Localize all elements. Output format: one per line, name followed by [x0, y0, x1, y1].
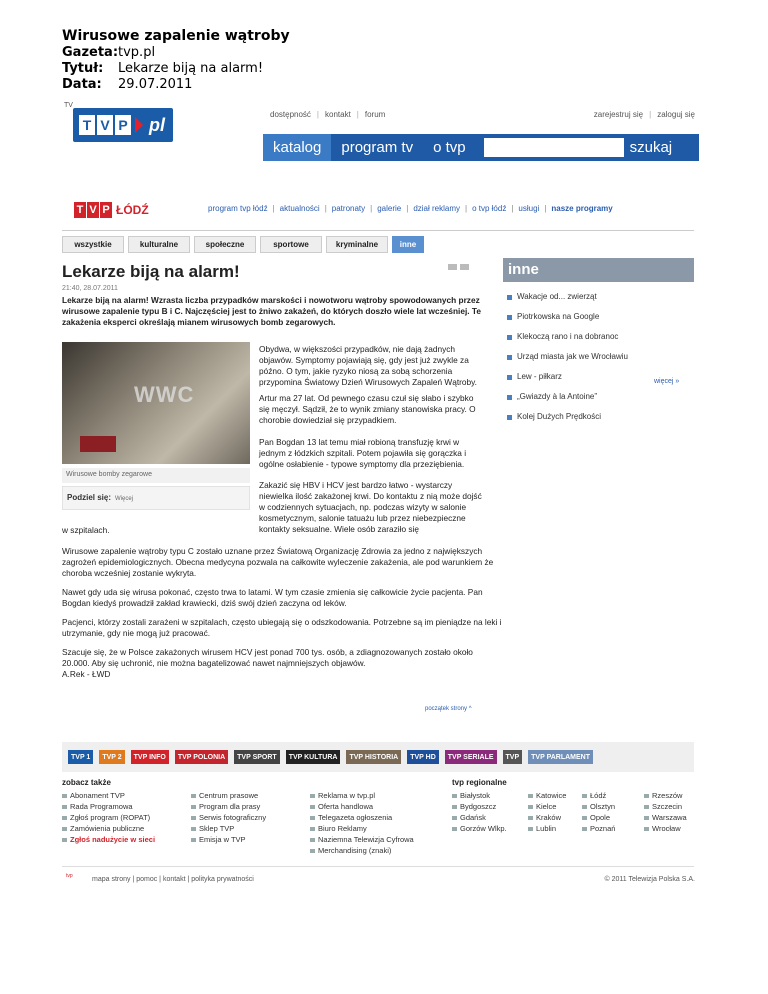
footer-link-label: Katowice — [536, 791, 567, 800]
channel-logo[interactable]: TVP 1 — [68, 750, 93, 764]
bullet-icon — [191, 827, 196, 831]
footer-link[interactable] — [452, 812, 507, 823]
footer-link[interactable] — [452, 801, 507, 812]
regional-separator: | — [465, 204, 468, 213]
regional-separator: | — [370, 204, 373, 213]
footer-regional-col-3 — [582, 790, 615, 834]
footer-link-label: Warszawa — [652, 813, 687, 822]
footer-link-label: Zgłoś program (ROPAT) — [70, 813, 151, 822]
sidebar-item-label: Lew - piłkarz — [517, 372, 562, 381]
sidebar-item[interactable] — [507, 287, 628, 307]
footer-link[interactable] — [310, 801, 414, 812]
footer-link-label: Łódź — [590, 791, 607, 800]
bullet-icon — [528, 794, 533, 798]
channel-logo[interactable]: TVP SPORT — [234, 750, 280, 764]
footer-mini-logo: tvp — [66, 873, 73, 879]
bullet-icon — [582, 816, 587, 820]
channel-logo[interactable]: TVP POLONIA — [175, 750, 228, 764]
footer-link-label: Gdańsk — [460, 813, 486, 822]
print-icon[interactable] — [448, 264, 457, 270]
sidebar-item-label: Kolej Dużych Prędkości — [517, 412, 602, 421]
regional-separator: | — [544, 204, 547, 213]
bullet-icon — [191, 794, 196, 798]
bullet-icon — [507, 395, 512, 400]
article-paragraph: Szacuje się, że w Polsce zakażonych wirusem HCV jest ponad 700 tys. osób, a zdiagnozowanych zostało około 20.000. Aby się uchronić, nie można bagatelizować nawet najmniejszych objawów. — [62, 647, 473, 668]
footer-link[interactable] — [452, 790, 507, 801]
bullet-icon — [191, 805, 196, 809]
nav-o-tvp[interactable]: o tvp — [433, 139, 466, 156]
bullet-icon — [528, 827, 533, 831]
sidebar-item[interactable] — [507, 407, 628, 427]
footer-regional-col-1 — [452, 790, 507, 834]
tab-inne[interactable]: inne — [392, 236, 424, 253]
footer-link[interactable] — [644, 801, 687, 812]
regional-link-uslugi[interactable]: usługi — [518, 204, 540, 213]
sidebar-item[interactable] — [507, 387, 628, 407]
regional-separator: | — [272, 204, 275, 213]
article-photo[interactable] — [62, 342, 250, 464]
channel-strip — [62, 742, 694, 772]
link-forum[interactable]: forum — [364, 110, 386, 119]
logo-letter-p: P — [115, 115, 131, 135]
bullet-icon — [191, 838, 196, 842]
bullet-icon — [507, 315, 512, 320]
lodz-logo-letter-p: P — [100, 202, 112, 218]
main-nav — [263, 134, 699, 161]
meta-key-gazeta: Gazeta: — [62, 45, 119, 60]
logo-letter-t: T — [79, 115, 95, 135]
footer-link[interactable] — [528, 801, 566, 812]
footer-link[interactable] — [644, 790, 687, 801]
footer-links[interactable]: mapa strony | pomoc | kontakt | polityka prywatności — [92, 876, 254, 883]
article-paragraph: Wirusowe zapalenie wątroby typu C zostało uznane przez Światową Organizację Zdrowia za jedno z największych zagrożeń epidemiologicznych. Obecna medycyna pozwala na całkowite wyleczenie zakażenia, ale pod warunkiem że choroba wcześniej zostanie wykryta. — [62, 546, 494, 578]
article-paragraph: Obydwa, w większości przypadków, nie dają żadnych objawów. Symptomy pojawiają się, gdy jest już zwykle za późno. O tym, jakie ryzyko niosą za sobą schorzenia przypomina Światowy Dzień Wirusowych Zapaleń Wątroby. — [259, 344, 477, 387]
copyright: © 2011 Telewizja Polska S.A. — [604, 876, 695, 883]
footer-link[interactable] — [62, 801, 155, 812]
document-header — [62, 28, 290, 93]
regional-link-galerie[interactable]: galerie — [377, 204, 402, 213]
footer-link[interactable] — [582, 801, 615, 812]
bullet-icon — [310, 794, 315, 798]
bullet-icon — [644, 827, 649, 831]
tab-spoleczne[interactable]: społeczne — [194, 236, 256, 253]
footer-link-label: Biuro Reklamy — [318, 824, 367, 833]
bullet-icon — [582, 827, 587, 831]
footer-col-2 — [191, 790, 266, 845]
footer-link-label: Serwis fotograficzny — [199, 813, 267, 822]
footer-link[interactable] — [528, 812, 566, 823]
regional-separator: | — [511, 204, 514, 213]
channel-logo[interactable]: TVP INFO — [131, 750, 169, 764]
bullet-icon — [507, 335, 512, 340]
footer-link-label: Kraków — [536, 813, 562, 822]
footer-link[interactable] — [310, 845, 414, 856]
channel-logo[interactable]: TVP KULTURA — [286, 750, 341, 764]
footer-link-label: Zgłoś nadużycie w sieci — [70, 835, 156, 844]
footer-link-label: Szczecin — [652, 802, 683, 811]
photo-tag — [80, 436, 116, 452]
bullet-icon — [644, 816, 649, 820]
article-signature: A.Rek - ŁWD — [62, 669, 111, 679]
bullet-icon — [310, 849, 315, 853]
bullet-icon — [310, 827, 315, 831]
bullet-icon — [310, 838, 315, 842]
footer-link[interactable] — [310, 823, 414, 834]
footer-link[interactable] — [62, 834, 155, 845]
bullet-icon — [191, 816, 196, 820]
channel-logo[interactable]: TVP HD — [407, 750, 439, 764]
footer-link-label: Rada Programowa — [70, 802, 133, 811]
footer-link-label: Poznań — [590, 824, 616, 833]
bullet-icon — [507, 415, 512, 420]
footer-link-label: Bydgoszcz — [460, 802, 497, 811]
search-button[interactable]: szukaj — [629, 139, 673, 156]
bullet-icon — [507, 375, 512, 380]
play-arrow-icon — [135, 117, 143, 133]
bullet-icon — [62, 827, 67, 831]
regional-link-o-tvp-lodz[interactable]: o tvp łódź — [472, 204, 507, 213]
footer-regional-col-4 — [644, 790, 687, 834]
article-title: Lekarze biją na alarm! — [62, 262, 240, 281]
tiny-tv-label: TV — [64, 102, 73, 109]
tvp-pl-logo[interactable] — [73, 108, 173, 142]
bullet-icon — [582, 805, 587, 809]
lodz-logo-letter-v: V — [87, 202, 99, 218]
footer-link-label: Gorzów Wlkp. — [460, 824, 507, 833]
article-paragraph: Zakazić się HBV i HCV jest bardzo łatwo - wystarczy niewielka ilość zakażonej krwi. Do kontaktu z nią może dojść w codziennych sytuacjach, np. podczas wizyty w salonie kosmetycznym, salonie tatuażu lub przez niebezpieczne kontakty seksualne. Wiele osób zaraziło się — [259, 480, 482, 534]
register-link[interactable]: zarejestruj się — [593, 110, 644, 119]
sidebar-item-label: Wakacje od... zwierząt — [517, 292, 597, 301]
share-more-link[interactable]: Więcej — [115, 496, 134, 502]
tab-kulturalne[interactable]: kulturalne — [128, 236, 190, 253]
meta-key-tytul: Tytuł: — [62, 61, 104, 76]
footer-link-label: Kielce — [536, 802, 557, 811]
article-paragraph: Artur ma 27 lat. Od pewnego czasu czuł się słabo i szybko się męczył. Sądził, że to wynik zmiany stanowiska pracy. O chorobie dowiedział się przypadkiem. — [259, 393, 476, 425]
tvp-lodz-logo[interactable] — [74, 202, 149, 218]
top-links — [270, 110, 385, 119]
bullet-icon — [452, 794, 457, 798]
link-dostepnosc[interactable]: dostępność — [270, 110, 311, 119]
article-paragraph: Pan Bogdan 13 lat temu miał robioną transfuzję krwi w jednym z łódzkich szpitali. Potem pojawiła się gorączka i ogólne osłabienie - typowe symptomy dla przeziębienia. — [259, 437, 467, 469]
footer-link[interactable] — [452, 823, 507, 834]
photo-caption: Wirusowe bomby zegarowe — [62, 468, 250, 483]
logo-suffix: pl — [149, 114, 165, 135]
bullet-icon — [452, 816, 457, 820]
footer-link[interactable] — [644, 823, 687, 834]
footer-link-label: Program dla prasy — [199, 802, 261, 811]
link-kontakt[interactable]: kontakt — [325, 110, 351, 119]
channel-logo[interactable]: TVP PARLAMENT — [528, 750, 593, 764]
bullet-icon — [582, 794, 587, 798]
sidebar-item-label: Piotrkowska na Google — [517, 312, 600, 321]
article-tools — [448, 264, 469, 270]
channel-logo[interactable]: TVP 2 — [99, 750, 124, 764]
share-label: Podziel się: — [67, 493, 112, 502]
footer-divider — [62, 866, 694, 867]
footer-link-label: Rzeszów — [652, 791, 683, 800]
link-separator: | — [649, 110, 652, 119]
link-separator: | — [316, 110, 319, 119]
sidebar-item[interactable] — [507, 367, 628, 387]
bullet-icon — [644, 794, 649, 798]
footer-link-label: Opole — [590, 813, 611, 822]
footer-link[interactable] — [191, 823, 266, 834]
link-separator: | — [356, 110, 359, 119]
regional-nav — [208, 204, 613, 213]
share-box — [62, 486, 250, 510]
tab-kryminalne[interactable]: kryminalne — [326, 236, 388, 253]
regional-separator: | — [406, 204, 409, 213]
footer-link-label: Telegazeta ogłoszenia — [318, 813, 393, 822]
regional-link-aktualnosci[interactable]: aktualności — [279, 204, 320, 213]
sidebar-title: inne — [503, 258, 694, 282]
bullet-icon — [62, 794, 67, 798]
lodz-logo-city: ŁÓDŹ — [116, 203, 149, 217]
document-meta-table — [62, 45, 263, 93]
footer-link-label: Emisja w TVP — [199, 835, 246, 844]
bullet-icon — [528, 816, 533, 820]
footer-link-label: Białystok — [460, 791, 491, 800]
login-link[interactable]: zaloguj się — [657, 110, 695, 119]
meta-value-tytul: Lekarze biją na alarm! — [118, 61, 264, 76]
regional-separator: | — [324, 204, 327, 213]
sidebar-more-link[interactable]: więcej » — [654, 378, 680, 385]
footer-link-label: Lublin — [536, 824, 557, 833]
footer-link[interactable] — [582, 823, 615, 834]
regional-heading: tvp regionalne — [452, 778, 507, 787]
document-title: Wirusowe zapalenie wątroby — [62, 28, 290, 44]
photo-graphic: WWC — [134, 382, 195, 407]
article-paragraph: w szpitalach. — [62, 525, 110, 535]
bullet-icon — [452, 827, 457, 831]
channel-logo[interactable]: TVP HISTORIA — [346, 750, 401, 764]
footer-link[interactable] — [62, 812, 155, 823]
regional-link-nasze-programy[interactable]: nasze programy — [551, 204, 613, 213]
footer-link[interactable] — [191, 801, 266, 812]
footer-link-label: Olsztyn — [590, 802, 616, 811]
bullet-icon — [62, 816, 67, 820]
footer-link[interactable] — [310, 812, 414, 823]
footer-link[interactable] — [528, 823, 566, 834]
font-size-icon[interactable] — [460, 264, 469, 270]
meta-value-data: 29.07.2011 — [118, 77, 193, 92]
account-links — [594, 110, 695, 119]
back-to-top-link[interactable]: początek strony ^ — [425, 706, 472, 712]
see-also-heading: zobacz także — [62, 778, 111, 787]
footer-link-label: Abonament TVP — [70, 791, 125, 800]
footer-link[interactable] — [582, 790, 615, 801]
footer-regional-col-2 — [528, 790, 566, 834]
article-lead: Lekarze biją na alarm! Wzrasta liczba przypadków marskości i nowotworu wątroby spowodowanych przez wirusowe zapalenie typu B i C. Najczęściej jest to żniwo zakażeń, do których doszło wiele lat wcześniej. Te zakażenia eksperci określają mianem wirusowych bomb zegarowych. — [62, 295, 481, 327]
meta-key-data: Data: — [62, 77, 102, 92]
sidebar-item-label: Urząd miasta jak we Wrocławiu — [517, 352, 628, 361]
bullet-icon — [528, 805, 533, 809]
category-tabs — [62, 236, 424, 253]
footer-link[interactable] — [62, 790, 155, 801]
channel-logo[interactable]: TVP — [503, 750, 523, 764]
tab-wszystkie[interactable]: wszystkie — [62, 236, 124, 253]
bullet-icon — [507, 295, 512, 300]
footer-link[interactable] — [310, 790, 414, 801]
footer-link[interactable] — [191, 834, 266, 845]
nav-katalog[interactable]: katalog — [263, 134, 331, 161]
nav-program-tv[interactable]: program tv — [341, 139, 414, 156]
footer-link-label: Naziemna Telewizja Cyfrowa — [318, 835, 414, 844]
footer-col-1 — [62, 790, 155, 845]
bullet-icon — [310, 805, 315, 809]
sidebar-item[interactable] — [507, 307, 628, 327]
bullet-icon — [310, 816, 315, 820]
article-paragraph: Pacjenci, którzy zostali zarażeni w szpitalach, często ubiegają się o odszkodowania. Potrzebne są im pieniądze na leki i utrzymanie, gdy nie mogą już pracować. — [62, 617, 502, 638]
bullet-icon — [62, 838, 67, 842]
footer-link-label: Sklep TVP — [199, 824, 235, 833]
sidebar-item-label: Klekoczą rano i na dobranoc — [517, 332, 619, 341]
regional-link-program[interactable]: program tvp łódź — [208, 204, 268, 213]
footer-link-label: Zamówienia publiczne — [70, 824, 145, 833]
footer-link[interactable] — [644, 812, 687, 823]
sidebar-item[interactable] — [507, 347, 628, 367]
tab-sportowe[interactable]: sportowe — [260, 236, 322, 253]
divider — [62, 230, 694, 231]
bullet-icon — [507, 355, 512, 360]
bullet-icon — [452, 805, 457, 809]
footer-link[interactable] — [310, 834, 414, 845]
sidebar-list — [507, 287, 628, 427]
footer-link-label: Wrocław — [652, 824, 681, 833]
footer-col-3 — [310, 790, 414, 856]
meta-value-gazeta: tvp.pl — [118, 45, 156, 60]
search-input[interactable] — [484, 138, 624, 157]
sidebar-item[interactable] — [507, 327, 628, 347]
lodz-logo-letter-t: T — [74, 202, 86, 218]
footer-link-label: Reklama w tvp.pl — [318, 791, 376, 800]
footer-link[interactable] — [582, 812, 615, 823]
bullet-icon — [644, 805, 649, 809]
footer-link[interactable] — [528, 790, 566, 801]
footer-link[interactable] — [191, 812, 266, 823]
footer-link-label: Oferta handlowa — [318, 802, 374, 811]
footer-link-label: Merchandising (znaki) — [318, 846, 392, 855]
sidebar-item-label: „Gwiazdy à la Antoine” — [517, 392, 598, 401]
regional-link-patronaty[interactable]: patronaty — [331, 204, 366, 213]
logo-letter-v: V — [97, 115, 113, 135]
article-date: 21:40, 28.07.2011 — [62, 285, 118, 292]
footer-link-label: Centrum prasowe — [199, 791, 259, 800]
footer-link[interactable] — [191, 790, 266, 801]
channel-logo[interactable]: TVP SERIALE — [445, 750, 497, 764]
regional-link-reklamy[interactable]: dział reklamy — [413, 204, 460, 213]
footer-link[interactable] — [62, 823, 155, 834]
bullet-icon — [62, 805, 67, 809]
article-paragraph: Nawet gdy uda się wirusa pokonać, często trwa to latami. W tym czasie zmienia się całkowicie życie pacjenta. Pan Bogdan kiedyś prowadził zakład krawiecki, dziś swój dzień zaczyna od leków. — [62, 587, 483, 608]
